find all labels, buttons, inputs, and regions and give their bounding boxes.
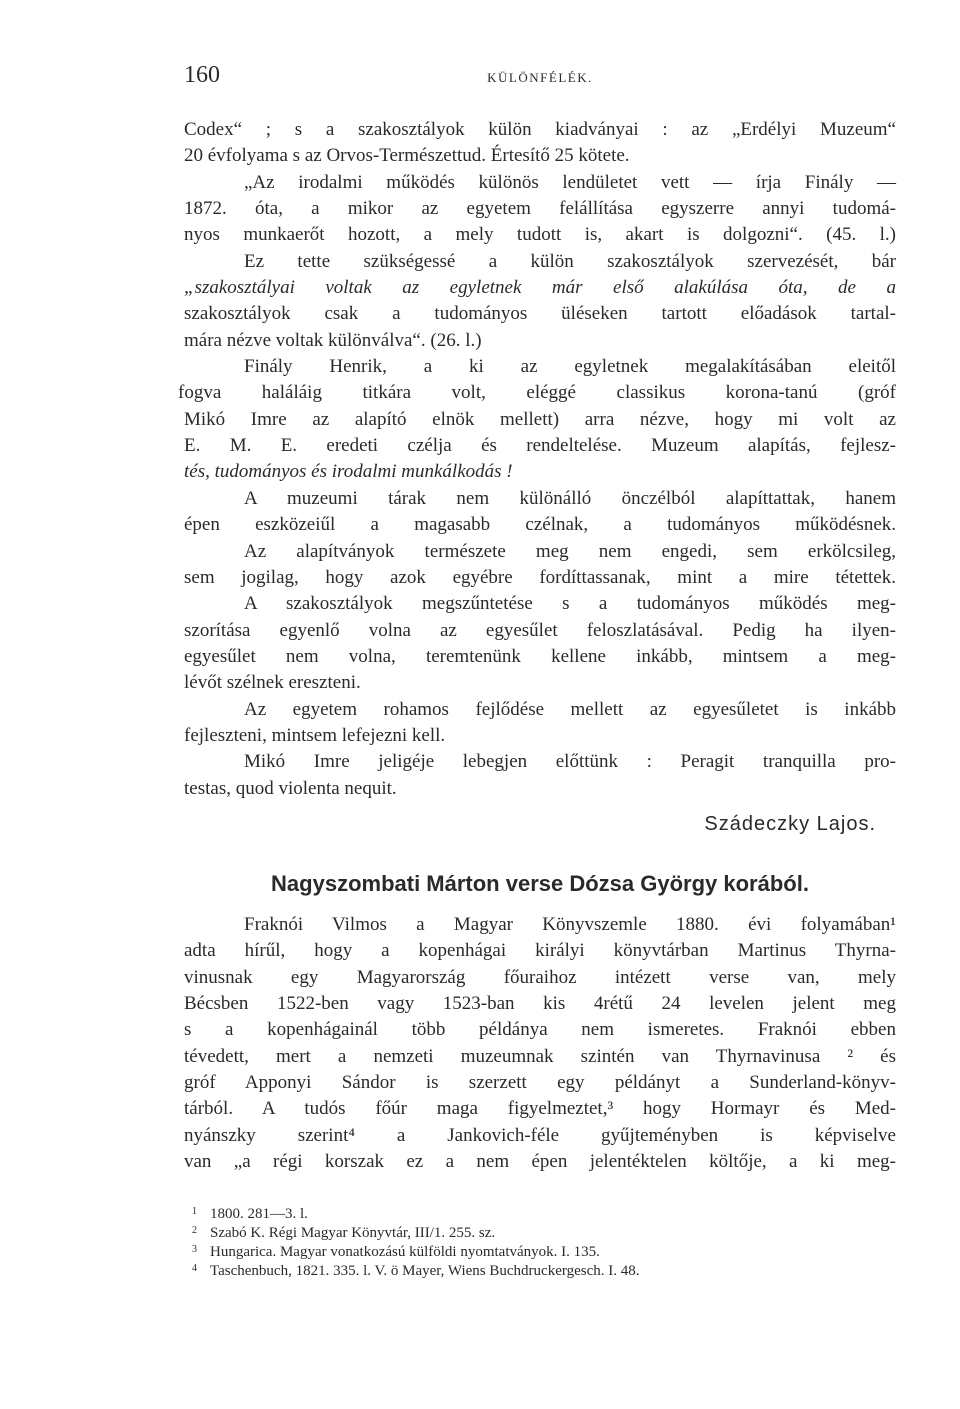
footnote-text: 1800. 281—3. l. bbox=[210, 1206, 308, 1223]
footnote-mark: 4 bbox=[192, 1263, 197, 1275]
text-line: Finály Henrik, a ki az egyletnek megalakításában eleitől bbox=[244, 356, 896, 378]
text-line: Fraknói Vilmos a Magyar Könyvszemle 1880. évi folyamában¹ bbox=[244, 913, 896, 935]
text-line: épen eszközeiűl a magasabb czélnak, a tudományos működésnek. bbox=[184, 514, 896, 536]
text-line: Bécsben 1522-ben vagy 1523-ban kis 4rétű 24 levelen jelent meg bbox=[184, 992, 896, 1014]
footnote bbox=[184, 1205, 896, 1224]
text-line: tés, tudományos és irodalmi munkálkodás ! bbox=[184, 461, 513, 483]
text-line: szakosztályok csak a tudományos üléseken tartott előadások tartal- bbox=[184, 303, 896, 325]
text-line: tévedett, mert a nemzeti muzeumnak szintén van Thyrnavinusa ² és bbox=[184, 1045, 896, 1067]
running-head: KÜLÖNFÉLÉK. bbox=[487, 70, 593, 85]
section-title: Nagyszombati Márton verse Dózsa György korából. bbox=[271, 870, 809, 896]
text-line: 1872. óta, a mikor az egyetem felállítása egyszerre annyi tudomá- bbox=[184, 198, 896, 220]
text-line: lévőt szélnek ereszteni. bbox=[184, 672, 361, 694]
footnote bbox=[184, 1243, 896, 1262]
text-line: szorítása egyenlő volna az egyesűlet feloszlatásával. Pedig ha ilyen- bbox=[184, 619, 896, 641]
text-line: „Az irodalmi működés különös lendületet vett — írja Finály — bbox=[244, 171, 896, 193]
footnote-text: Taschenbuch, 1821. 335. l. V. ö Mayer, Wiens Buchdruckergesch. I. 48. bbox=[210, 1263, 640, 1280]
text-line: fogva haláláig titkára volt, eléggé classikus korona-tanú (gróf bbox=[178, 382, 896, 404]
text-line: A szakosztályok megszűntetése s a tudományos működés meg- bbox=[244, 593, 896, 615]
text-line: „szakosztályai voltak az egyletnek már első alakúlása óta, de a bbox=[184, 277, 896, 299]
footnote-mark: 3 bbox=[192, 1244, 197, 1256]
text-line: gróf Apponyi Sándor is szerzett egy példányt a Sunderland-könyv- bbox=[184, 1072, 896, 1093]
page-body bbox=[178, 117, 896, 1281]
article-nagyszombati bbox=[184, 864, 896, 1175]
page-number: 160 bbox=[184, 62, 220, 88]
text-line: nyánszky szerint⁴ a Jankovich-féle gyűjteményben is képviselve bbox=[184, 1124, 896, 1146]
text-line: tárból. A tudós főúr maga figyelmeztet,³ hogy Hormayr és Med- bbox=[184, 1098, 896, 1120]
text-line: sem jogilag, hogy azok egyébre fordíttassanak, mint a mire tétettek. bbox=[184, 566, 896, 588]
text-line: Az alapítványok természete meg nem engedi, sem erkölcsileg, bbox=[244, 540, 896, 562]
text-line: mára nézve voltak különválva“. (26. l.) bbox=[184, 329, 482, 351]
text-line: Az egyetem rohamos fejlődése mellett az egyesűletet is inkább bbox=[244, 698, 896, 720]
text-line: A muzeumi tárak nem különálló önczélból alapíttattak, hanem bbox=[244, 487, 896, 509]
footnote-text: Szabó K. Régi Magyar Könyvtár, III/1. 255. sz. bbox=[210, 1225, 496, 1242]
text-line: testas, quod violenta nequit. bbox=[184, 777, 397, 799]
text-line: 20 évfolyama s az Orvos-Természettud. Értesítő 25 kötete. bbox=[184, 145, 630, 167]
footnote bbox=[184, 1224, 896, 1243]
text-line: Mikó Imre jeligéje lebegjen előttünk : Peragit tranquilla pro- bbox=[244, 751, 896, 773]
text-line: adta hírűl, hogy a kopenhágai királyi könyvtárban Martinus Thyrna- bbox=[184, 940, 896, 962]
text-line: Mikó Imre az alapító elnök mellett) arra nézve, hogy mi volt az bbox=[184, 408, 896, 430]
text-line: Ez tette szükségessé a külön szakosztályok szervezését, bár bbox=[244, 250, 896, 272]
text-line: E. M. E. eredeti czélja és rendeltelése. Muzeum alapítás, fejlesz- bbox=[184, 435, 896, 457]
text-line: s a kopenhágainál több példánya nem ismeretes. Fraknói ebben bbox=[184, 1019, 896, 1041]
text-line: egyesűlet nem volna, teremtenünk kellene inkább, mintsem a meg- bbox=[184, 645, 896, 667]
text-line: Codex“ ; s a szakosztályok külön kiadványai : az „Erdélyi Muzeum“ bbox=[184, 119, 896, 140]
footnote-text: Hungarica. Magyar vonatkozású külföldi nyomtatványok. I. 135. bbox=[210, 1244, 600, 1261]
article-szadeczky bbox=[178, 117, 896, 846]
text-line: nyos munkaerőt hozott, a mely tudott is, akart is dolgozni“. (45. l.) bbox=[184, 224, 896, 246]
author-signature: Szádeczky Lajos. bbox=[704, 812, 876, 835]
footnote-mark: 1 bbox=[192, 1206, 197, 1218]
text-line: vinusnak egy Magyarország főuraihoz intézett verse van, mely bbox=[184, 966, 896, 988]
text-line: fejleszteni, mintsem lefejezni kell. bbox=[184, 724, 446, 746]
footnote-mark: 2 bbox=[192, 1225, 197, 1237]
text-line: van „a régi korszak ez a nem épen jelentéktelen költője, a ki meg- bbox=[184, 1151, 896, 1173]
footnote bbox=[184, 1262, 896, 1281]
page-header bbox=[184, 62, 896, 92]
footnotes bbox=[184, 1205, 896, 1281]
